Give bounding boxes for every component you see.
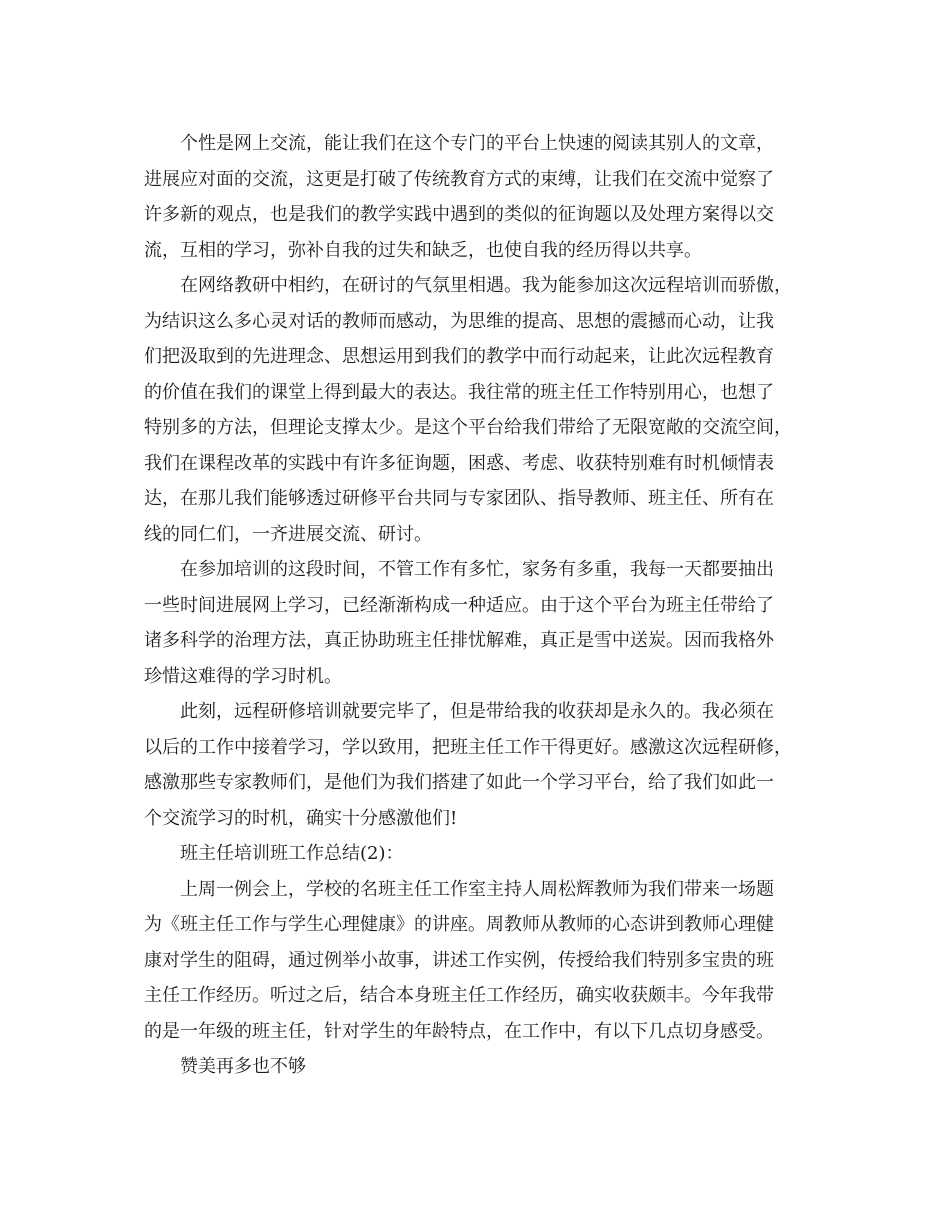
paragraph-4: 此刻，远程研修培训就要完毕了，但是带给我的收获却是永久的。我必须在 以后的工作中接着学习，学以致用，把班主任工作干得更好。感激这次远程研修， 感激那些专家教师们，是他们为我们搭建了如此一个学习平台，给了我们如此一 个交流学习的时机，确实十分感激他们!	[144, 701, 792, 829]
document-page	[144, 126, 806, 1085]
paragraph-5: 上周一例会上，学校的名班主任工作室主持人周松辉教师为我们带来一场题 为《班主任工作与学生心理健康》的讲座。周教师从教师的心态讲到教师心理健 康对学生的阻碍，通过例举小故事，讲述工作实例，传授给我们特别多宝贵的班 主任工作经历。听过之后，结合本身班主任工作经历，确实收获颇丰。今年我带 的是一年级的班主任，针对学生的年龄特点，在工作中，有以下几点切身感受。	[144, 878, 774, 1042]
paragraph-6: 赞美再多也不够	[180, 1056, 306, 1077]
paragraph-3: 在参加培训的这段时间，不管工作有多忙，家务有多重，我每一天都要抽出 一些时间进展网上学习，已经渐渐构成一种适应。由于这个平台为班主任带给了 诸多科学的治理方法，真正协助班主任排忧解难，真正是雪中送炭。因而我格外 珍惜这难得的学习时机。	[144, 559, 774, 687]
paragraph-2: 在网络教研中相约，在研讨的气氛里相遇。我为能参加这次远程培训而骄傲， 为结识这么多心灵对话的教师而感动，为思维的提高、思想的震撼而心动，让我 们把汲取到的先进理念、思想运用到我们的教学中而行动起来，让此次远程教育 的价值在我们的课堂上得到最大的表达。我往常的班主任工作特别用心，也想了 特别多的方法，但理论支撑太少。是这个平台给我们带给了无限宽敞的交流空间， 我们在课程改革的实践中有许多征询题，困惑、考虑、收获特别难有时机倾情表 达，在那儿我们能够透过研修平台共同与专家团队、指导教师、班主任、所有在 线的同仁们，一齐进展交流、研讨。	[144, 275, 792, 545]
paragraph-1: 个性是网上交流，能让我们在这个专门的平台上快速的阅读其别人的文章， 进展应对面的交流，这更是打破了传统教育方式的束缚，让我们在交流中觉察了 许多新的观点，也是我们的教学实践中遇到的类似的征询题以及处理方案得以交 流，互相的学习，弥补自我的过失和缺乏，也使自我的经历得以共享。	[144, 133, 774, 261]
section-heading: 班主任培训班工作总结(2)：	[180, 843, 404, 864]
